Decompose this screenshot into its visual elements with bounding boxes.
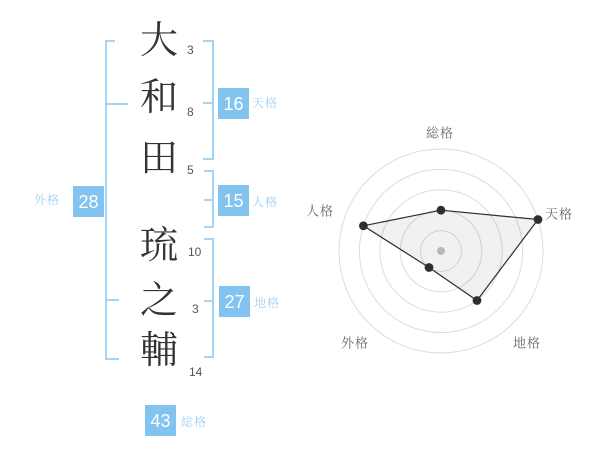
radar-data-point: [437, 206, 446, 215]
gaikaku-value-badge: 28: [73, 186, 104, 217]
radar-data-polygon: [363, 210, 538, 300]
name-character-4: 琉: [139, 225, 178, 267]
radar-axis-label: 外格: [340, 335, 370, 351]
name-character-3: 田: [139, 138, 178, 180]
radar-data-point: [534, 215, 543, 224]
tenkaku-value-badge: 16: [218, 88, 249, 119]
radar-axis-label: 地格: [512, 335, 542, 351]
tenkaku-label: 天格: [252, 96, 279, 110]
stroke-count-2: 8: [187, 105, 194, 119]
radar-data-point: [473, 296, 482, 305]
stroke-count-5: 3: [192, 302, 199, 316]
chikaku-value-badge: 27: [219, 286, 250, 317]
name-character-2: 和: [139, 77, 178, 119]
radar-data-point: [425, 263, 434, 272]
jinkaku-value-badge: 15: [218, 185, 249, 216]
name-character-1: 大: [139, 20, 178, 62]
stroke-count-4: 10: [188, 245, 202, 259]
radar-axis-label: 人格: [305, 203, 335, 219]
radar-data-point: [359, 221, 368, 230]
stroke-count-6: 14: [189, 365, 203, 379]
soukaku-label: 総格: [181, 415, 208, 429]
name-character-6: 輔: [139, 330, 178, 372]
radar-axis-label: 総格: [425, 125, 455, 141]
radar-axis-label: 天格: [544, 206, 574, 222]
gaikaku-label: 外格: [34, 193, 61, 207]
stroke-count-1: 3: [187, 43, 194, 57]
stroke-count-3: 5: [187, 163, 194, 177]
soukaku-value-badge: 43: [145, 405, 176, 436]
jinkaku-label: 人格: [252, 195, 279, 209]
chikaku-label: 地格: [254, 296, 281, 310]
name-character-5: 之: [139, 280, 178, 322]
